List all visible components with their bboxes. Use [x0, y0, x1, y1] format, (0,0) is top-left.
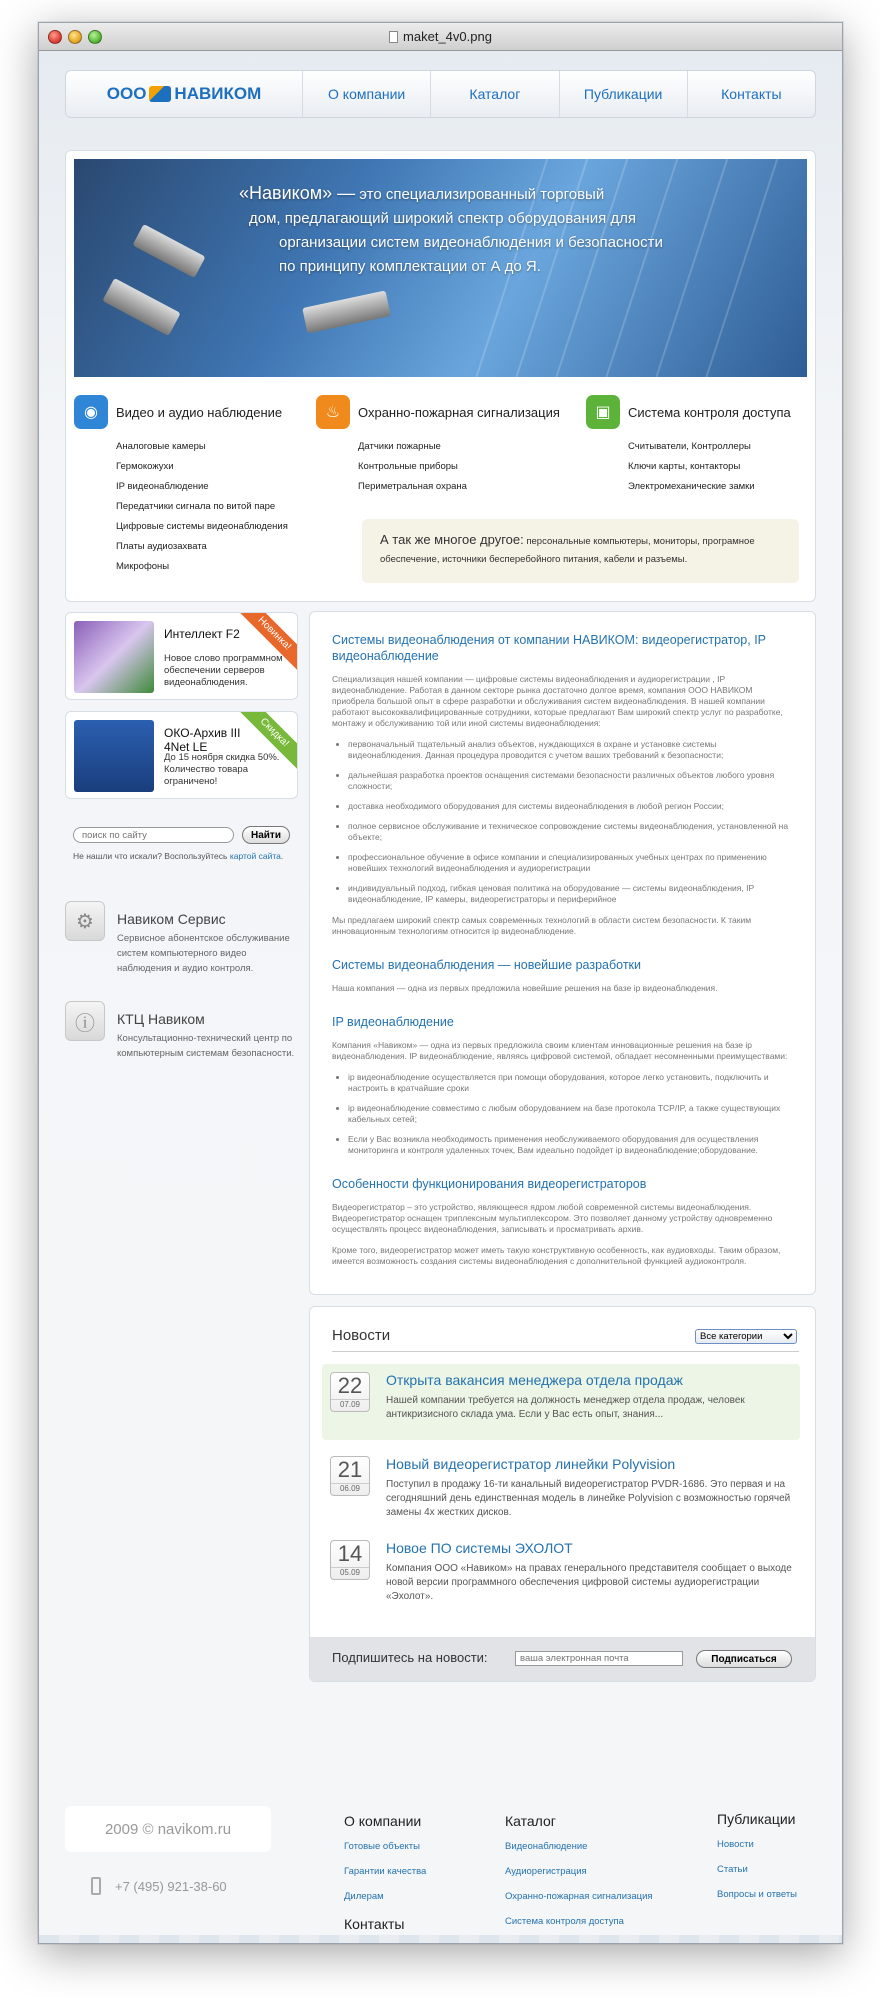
- article-paragraph: Наша компания — одна из первых предложила новейшие решения на базе ip видеонаблюдения.: [332, 983, 718, 993]
- article-paragraph: Кроме того, видеорегистратор может иметь такую конструктивную особенность, как аудиовходы. Таким образом, имеется возможность создания системы видеонаблюдения с дополнительной функцией аудиоконтроля.: [332, 1245, 781, 1266]
- category-link[interactable]: Цифровые системы видеонаблюдения: [116, 521, 288, 532]
- footer-column-catalog: [505, 1813, 653, 1941]
- promo-card[interactable]: [65, 612, 298, 700]
- news-title-link[interactable]: Новый видеорегистратор линейки Polyvision: [386, 1456, 676, 1472]
- hero-text: «Навиком» — это специализированный торговый дом, предлагающий широкий спектр оборудования для организации систем видеонаблюдения и безопасности по принципу комплектации от А до Я.: [239, 183, 663, 275]
- nav-item-publications[interactable]: Публикации: [559, 71, 687, 117]
- email-field[interactable]: [515, 1651, 683, 1666]
- camera-icon: ◉: [74, 395, 108, 429]
- list-item: • ip видеонаблюдение совместимо с любым оборудованием на базе протокола TCP/IP, а также существующих кабельных сетей;: [348, 1103, 793, 1125]
- category-title: Система контроля доступа: [628, 404, 791, 420]
- file-icon: [389, 31, 398, 43]
- category-link[interactable]: Контрольные приборы: [358, 461, 458, 472]
- footer-heading[interactable]: Каталог: [505, 1813, 556, 1829]
- footer-stripe: [39, 1935, 843, 1944]
- list-item: • индивидуальный подход, гибкая ценовая политика на оборудование — системы видеонаблюдения, IP видеонаблюдение, IP камеры, видеорегистраторы и периферийное: [348, 883, 793, 905]
- logo[interactable]: [66, 71, 302, 117]
- promo-title: ОКО-Архив III 4Net LE: [164, 726, 241, 754]
- category-link[interactable]: Ключи карты, контакторы: [628, 461, 741, 472]
- fire-icon: ♨: [316, 395, 350, 429]
- subscribe-label: Подпишитесь на новости:: [332, 1650, 488, 1665]
- category-link[interactable]: Датчики пожарные: [358, 441, 441, 452]
- article-heading-link[interactable]: Системы видеонаблюдения от компании НАВИКОМ: видеорегистратор, IP видеонаблюдение: [332, 633, 766, 663]
- news-title-link[interactable]: Новое ПО системы ЭХОЛОТ: [386, 1540, 573, 1556]
- category-title: Видео и аудио наблюдение: [116, 404, 283, 420]
- also-box: А так же многое другое: персональные компьютеры, мониторы, програмное обеспечение, источники бесперебойного питания, кабели и разъемы.: [362, 519, 799, 583]
- sitemap-link[interactable]: картой сайта: [229, 851, 281, 861]
- news-category-select[interactable]: [695, 1329, 797, 1344]
- footer-column-publications: [717, 1811, 797, 1914]
- nav-item-about[interactable]: О компании: [302, 71, 430, 117]
- phone: +7 (495) 921-38-60: [91, 1877, 227, 1895]
- hero-banner: [74, 159, 807, 377]
- news-text: Компания ООО «Навиком» на правах генерального представителя сообщает о выходе новой версии программного обеспечения цифровой системы аудиорегистрации «Эхолот».: [386, 1563, 792, 1602]
- security-camera-icon: [302, 290, 391, 333]
- nav-item-contacts[interactable]: Контакты: [687, 71, 815, 117]
- lock-icon: ▣: [586, 395, 620, 429]
- main-nav: [65, 70, 816, 118]
- article-heading-link[interactable]: IP видеонаблюдение: [332, 1015, 454, 1029]
- promo-card[interactable]: [65, 711, 298, 799]
- promo-title: Интеллект F2: [164, 627, 240, 641]
- window-title: maket_4v0.png: [39, 29, 842, 44]
- article-list: [348, 1072, 793, 1156]
- footer-heading[interactable]: Контакты: [344, 1916, 405, 1932]
- footer-link[interactable]: Видеонаблюдение: [505, 1841, 588, 1852]
- promo-text: До 15 ноября скидка 50%. Количество товара ограничено!: [164, 752, 280, 787]
- category-link[interactable]: Микрофоны: [116, 561, 170, 572]
- article-paragraph: Мы предлагаем широкий спектр самых современных технологий в области систем безопасности. К таким инновационным технологиям относится ip видеонаблюдение.: [332, 915, 752, 936]
- promo-text: Новое слово программном обеспечении серверов видеонаблюдения.: [164, 653, 283, 688]
- copyright: 2009 © navikom.ru: [65, 1806, 271, 1852]
- article-paragraph: Специализация нашей компании — цифровые системы видеонаблюдения и аудиорегистрации , IP видеонаблюдение. Работая в данном секторе рынка достаточно долгое время, компания ООО НАВИКОМ приобрела большой опыт в сфере разработки и обслуживания систем видеонаблюдения. В нашей компании работают высококвалифицированные сотрудники, которые предлагают Вам широкий спектр услуг по разработке, монтажу и обслуживанию той или иной системы видеонаблюдения:: [332, 674, 783, 728]
- footer-link[interactable]: Статьи: [717, 1864, 748, 1875]
- footer-link[interactable]: Охранно-пожарная сигнализация: [505, 1891, 653, 1902]
- footer-link[interactable]: Готовые объекты: [344, 1841, 420, 1852]
- service-text: Сервисное абонентское обслуживание систем компьютерного видео наблюдения и аудио контроля.: [117, 933, 290, 974]
- footer-link[interactable]: Аудиорегистрация: [505, 1866, 587, 1877]
- news-text: Поступил в продажу 16-ти канальный видеорегистратор PVDR-1686. Это первая и на сегодняшний день единственная модель в линейке Polyvision с возможностью горячей замены 4х жестких дисков.: [386, 1479, 791, 1518]
- category-link[interactable]: Электромеханические замки: [628, 481, 755, 492]
- category-access-control: [586, 395, 791, 501]
- list-item: • доставка необходимого оборудования для системы видеонаблюдения в любой регион России;: [348, 801, 793, 812]
- intro-card: [65, 150, 816, 602]
- footer-link[interactable]: Дилерам: [344, 1891, 384, 1902]
- promo-ribbon: Скидка!: [236, 711, 298, 771]
- service-title-link[interactable]: Навиком Сервис: [117, 911, 226, 927]
- list-item: • ip видеонаблюдение осуществляется при помощи оборудования, которое легко установить, подключить и настроить в кратчайшие сроки: [348, 1072, 793, 1094]
- page-content: [39, 51, 843, 1944]
- footer-link[interactable]: Система контроля доступа: [505, 1916, 624, 1927]
- service-title-link[interactable]: КТЦ Навиком: [117, 1011, 205, 1027]
- footer-heading[interactable]: О компании: [344, 1813, 422, 1829]
- article-list: [348, 739, 793, 905]
- category-link[interactable]: Считыватели, Контроллеры: [628, 441, 751, 452]
- nav-item-catalog[interactable]: Каталог: [430, 71, 558, 117]
- subscribe-bar: [310, 1637, 815, 1681]
- news-item: [322, 1364, 800, 1440]
- article-paragraph: Видеорегистратор – это устройство, являющееся ядром любой современной системы видеонаблюдения. Видеорегистратор оснащен триплексным мультиплексором. Это позволяет данному устройству одновременно осуществлять процесс видеонаблюдения, записывать и просматривать архив.: [332, 1202, 773, 1234]
- browser-window: [38, 22, 843, 1944]
- category-title: Охранно-пожарная сигнализация: [358, 404, 560, 420]
- category-fire-alarm: [316, 395, 560, 501]
- phone-icon: [91, 1877, 101, 1895]
- news-date: 14 05.09: [330, 1540, 370, 1580]
- article-card: [309, 611, 816, 1295]
- footer-link[interactable]: Новости: [717, 1839, 754, 1850]
- security-camera-icon: [132, 224, 205, 278]
- service-text: Консультационно-технический центр по компьютерным системам безопасности.: [117, 1033, 295, 1059]
- news-heading: Новости: [332, 1327, 391, 1344]
- category-link[interactable]: Передатчики сигнала по витой паре: [116, 501, 276, 512]
- category-link[interactable]: Гермокожухи: [116, 461, 174, 472]
- article-heading-link[interactable]: Особенности функционирования видеорегистраторов: [332, 1177, 647, 1191]
- category-link[interactable]: Платы аудиозахвата: [116, 541, 207, 552]
- footer-link[interactable]: Вопросы и ответы: [717, 1889, 798, 1900]
- gear-icon: ⚙: [65, 901, 105, 941]
- category-link[interactable]: Периметральная охрана: [358, 481, 467, 492]
- search-hint: Не нашли что искали? Воспользуйтесь картой сайта.: [73, 851, 284, 861]
- news-item: [322, 1448, 800, 1524]
- article-heading-link[interactable]: Системы видеонаблюдения — новейшие разработки: [332, 958, 641, 972]
- product-image: [74, 621, 154, 693]
- news-date: 21 06.09: [330, 1456, 370, 1496]
- info-icon: ⓘ: [65, 1001, 105, 1041]
- search-input[interactable]: [73, 827, 234, 843]
- footer-column-about: [344, 1813, 426, 1932]
- logo-prefix: ООО: [106, 84, 147, 103]
- category-video: [74, 395, 288, 581]
- list-item: • профессиональное обучение в офисе компании и специализированных учебных центрах по применению новейших технологий видеонаблюдения и аудиорегистрации: [348, 852, 793, 874]
- promo-ribbon: Новинка!: [236, 612, 298, 672]
- category-link[interactable]: Аналоговые камеры: [116, 441, 206, 452]
- category-link[interactable]: IP видеонаблюдение: [116, 481, 209, 492]
- security-camera-icon: [102, 278, 180, 336]
- title-bar: [39, 23, 842, 51]
- list-item: • полное сервисное обслуживание и техническое сопровождение системы видеонаблюдения, установленной на объекте;: [348, 821, 793, 843]
- news-card: [309, 1306, 816, 1682]
- list-item: • Если у Вас возникла необходимость применения необслуживаемого оборудования для осуществления мониторинга и контроля удаленных точек, Вам идеально подойдет ip видеонаблюдение;оборудование.: [348, 1134, 793, 1156]
- news-title-link[interactable]: Открыта вакансия менеджера отдела продаж: [386, 1372, 683, 1388]
- news-date: 22 07.09: [330, 1372, 370, 1412]
- footer-link[interactable]: Гарантии качества: [344, 1866, 427, 1877]
- list-item: • первоначальный тщательный анализ объектов, нуждающихся в охране и установке системы видеонаблюдения. Данная процедура проводится с учетом ваших требований к безопасности;: [348, 739, 793, 761]
- subscribe-button[interactable]: Подписаться: [696, 1650, 792, 1668]
- search-button[interactable]: Найти: [242, 826, 290, 844]
- news-text: Нашей компании требуется на должность менеджер отдела продаж, человек антикризисного склада ума. Если у Вас есть опыт, знания...: [386, 1395, 745, 1420]
- logo-mark-icon: [149, 86, 171, 102]
- logo-name: НАВИКОМ: [174, 84, 262, 103]
- list-item: • дальнейшая разработка проектов оснащения системами безопасности различных объектов любого уровня сложности;: [348, 770, 793, 792]
- news-item: [322, 1532, 800, 1608]
- product-image: [74, 720, 154, 792]
- footer-heading[interactable]: Публикации: [717, 1811, 796, 1827]
- article-paragraph: Компания «Навиком» — одна из первых предложила своим клиентам инновационные решения на базе ip видеонаблюдения. IP видеонаблюдение, являясь цифровой системой, обладает несомненными преимуществами:: [332, 1040, 788, 1061]
